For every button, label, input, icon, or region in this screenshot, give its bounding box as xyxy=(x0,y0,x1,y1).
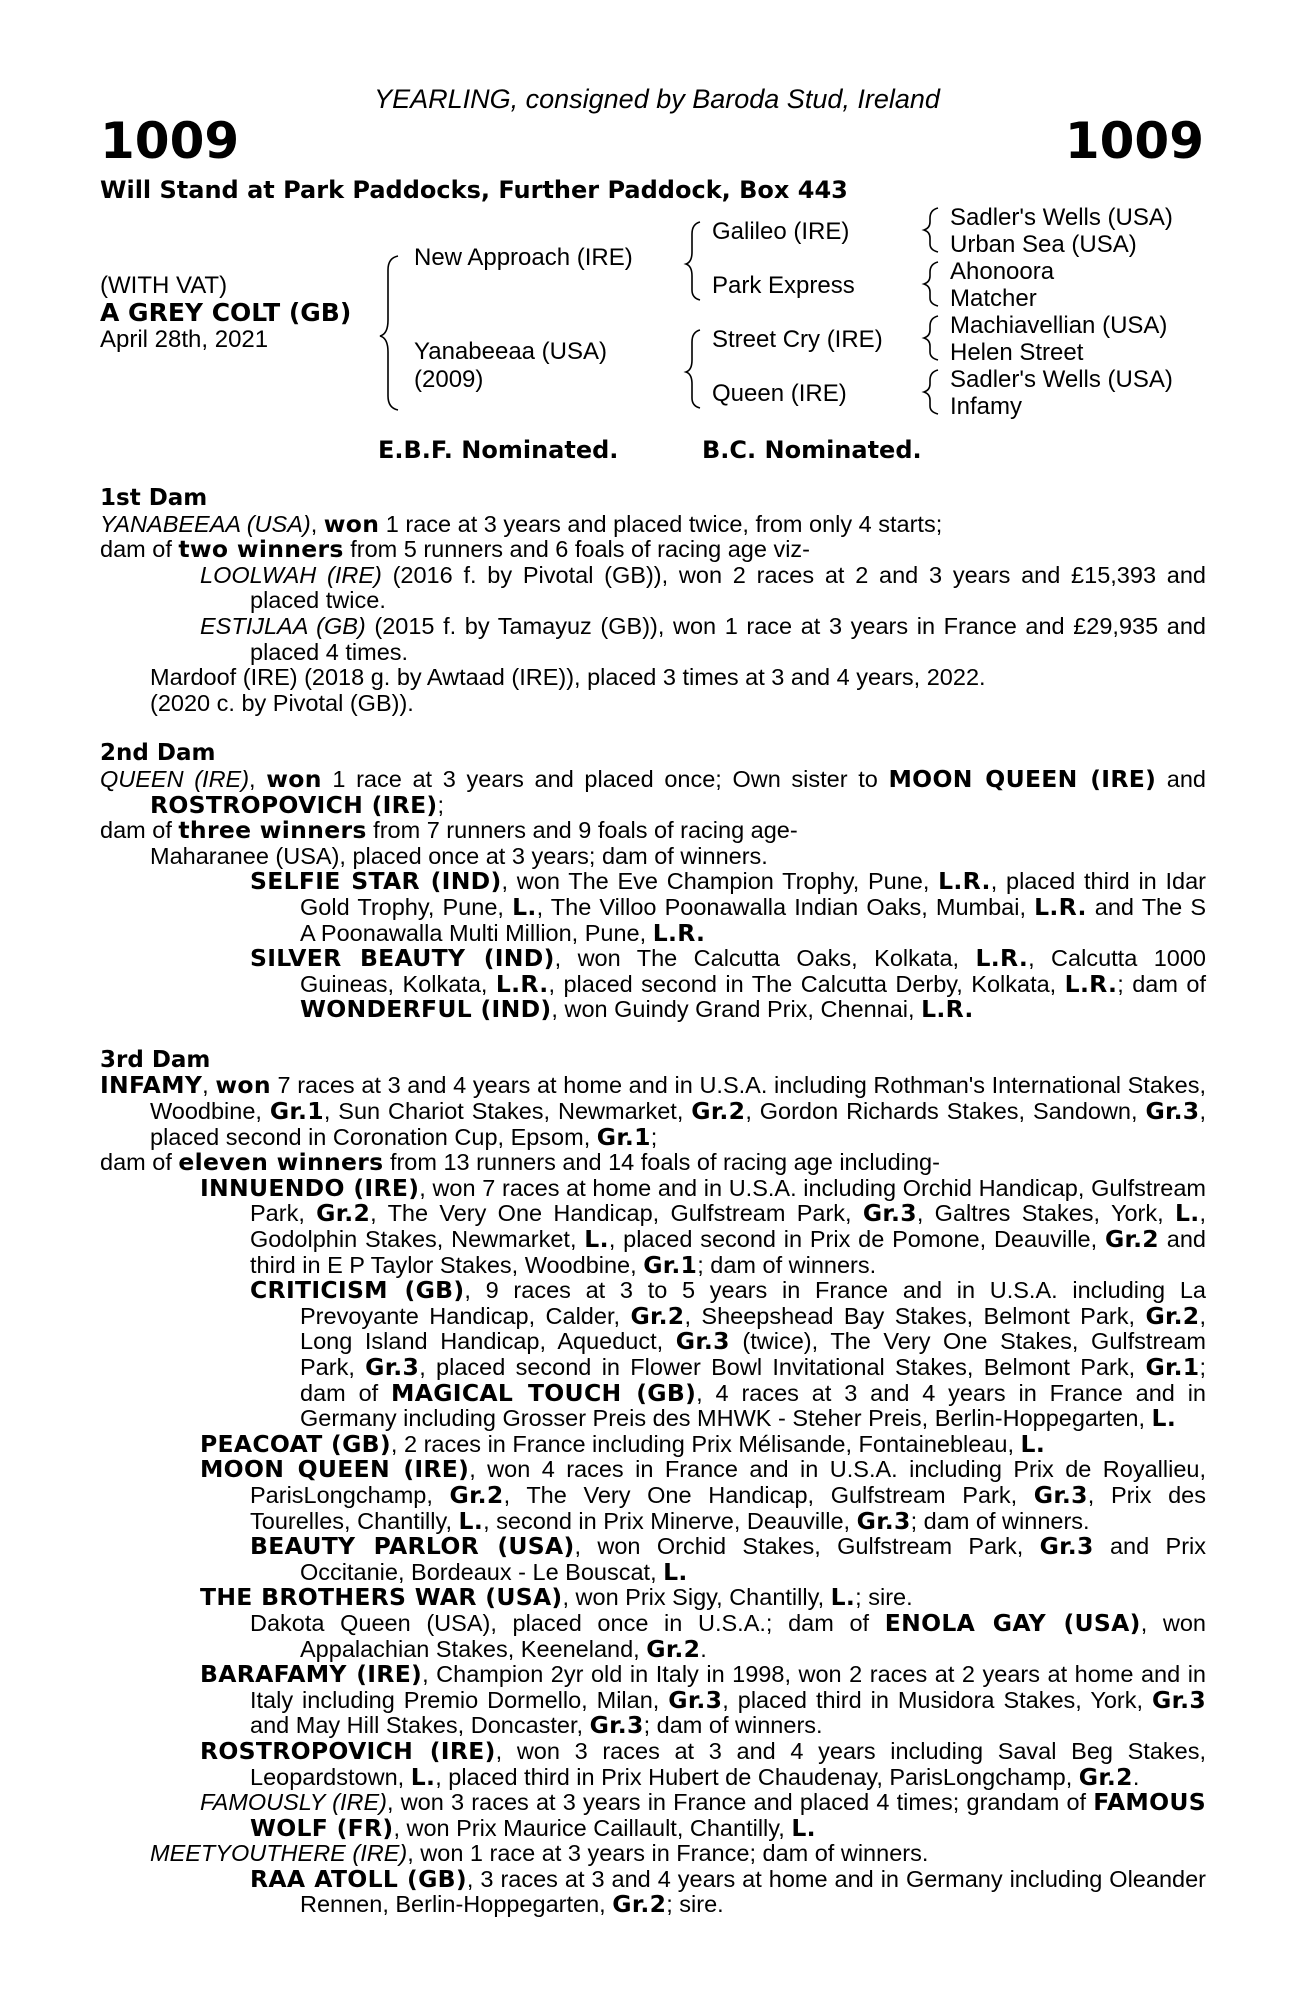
vat-note: (WITH VAT) xyxy=(100,272,228,299)
lot-number-left: 1009 xyxy=(100,112,240,170)
great-grandparent-8: Infamy xyxy=(950,393,1023,420)
produce-item: BARAFAMY (IRE), Champion 2yr old in Italy in 1998, won 2 races at 2 years at home and in Italy including Premio Dormello, Milan, Gr.3, placed third in Musidora Stakes, York, Gr.3 and May Hill Stakes, Doncaster, Gr.3; dam of winners. xyxy=(200,1660,1206,1740)
produce-item: Mardoof (IRE) (2018 g. by Awtaad (IRE)), placed 3 times at 3 and 4 years, 2022. xyxy=(150,664,986,691)
third-dam-summary: dam of eleven winners from 13 runners and 14 foals of racing age including- xyxy=(100,1148,940,1177)
dam-name: Yanabeeaa (USA) xyxy=(414,338,608,365)
great-grandparent-1: Sadler's Wells (USA) xyxy=(950,204,1173,231)
produce-item: INNUENDO (IRE), won 7 races at home and in U.S.A. including Orchid Handicap, Gulfstream Park, Gr.2, The Very One Handicap, Gulfstream Park, Gr.3, Galtres Stakes, York, L., Godolphin Stakes, Newmarket, L., placed second in Prix de Pomone, Deauville, Gr.2 and third in E P Taylor Stakes, Woodbine, Gr.1; dam of winners. xyxy=(200,1173,1206,1279)
consignor-line: YEARLING, consigned by Baroda Stud, Ireland xyxy=(374,84,940,114)
standing-location: Will Stand at Park Paddocks, Further Paddock, Box 443 xyxy=(100,176,848,204)
produce-item: MEETYOUTHERE (IRE), won 1 race at 3 years in France; dam of winners. xyxy=(150,1840,929,1867)
first-dam-entry: YANABEEAA (USA), won 1 race at 3 years and placed twice, from only 4 starts; xyxy=(100,509,943,538)
produce-item: PEACOAT (GB), 2 races in France including Prix Mélisande, Fontainebleau, L. xyxy=(200,1429,1046,1458)
great-grandparent-5: Machiavellian (USA) xyxy=(950,312,1168,339)
grandparent-4: Queen (IRE) xyxy=(712,380,847,407)
horse-dob: April 28th, 2021 xyxy=(100,326,269,353)
third-dam-heading: 3rd Dam xyxy=(100,1046,211,1073)
grandparent-1: Galileo (IRE) xyxy=(712,218,850,245)
horse-name: A GREY COLT (GB) xyxy=(100,298,352,327)
produce-item: ESTIJLAA (GB) (2015 f. by Tamayuz (GB)), won 1 race at 3 years in France and £29,935 and placed 4 times. xyxy=(200,612,1206,665)
produce-item: ROSTROPOVICH (IRE), won 3 races at 3 and 4 years including Saval Beg Stakes, Leopardstown, L., placed third in Prix Hubert de Chaudenay, ParisLongchamp, Gr.2. xyxy=(200,1736,1207,1791)
produce-item: RAA ATOLL (GB), 3 races at 3 and 4 years at home and in Germany including Oleander Rennen, Berlin-Hoppegarten, Gr.2; sire. xyxy=(250,1864,1206,1919)
grandparent-2: Park Express xyxy=(712,272,855,299)
ebf-nomination: E.B.F. Nominated. xyxy=(378,436,619,464)
produce-item: (2020 c. by Pivotal (GB)). xyxy=(150,689,414,716)
grandparent-3: Street Cry (IRE) xyxy=(712,326,883,353)
produce-item: FAMOUSLY (IRE), won 3 races at 3 years in France and placed 4 times; grandam of FAMOUS WOLF (FR), won Prix Maurice Caillault, Chantilly, L. xyxy=(200,1788,1206,1842)
produce-item: THE BROTHERS WAR (USA), won Prix Sigy, Chantilly, L.; sire. xyxy=(200,1583,913,1612)
produce-item: MOON QUEEN (IRE), won 4 races in France and in U.S.A. including Prix de Royallieu, ParisLongchamp, Gr.2, The Very One Handicap, Gulfstream Park, Gr.3, Prix des Tourelles, Chantilly, L., second in Prix Minerve, Deauville, Gr.3; dam of winners. xyxy=(200,1455,1206,1535)
first-dam-heading: 1st Dam xyxy=(100,485,208,511)
produce-item: SELFIE STAR (IND), won The Eve Champion Trophy, Pune, L.R., placed third in Idar Gold Trophy, Pune, L., The Villoo Poonawalla Indian Oaks, Mumbai, L.R. and The S A Poonawalla Multi Million, Pune, L.R. xyxy=(250,867,1207,947)
lot-number-right: 1009 xyxy=(1064,112,1204,170)
produce-record xyxy=(100,486,1206,1918)
first-dam-summary: dam of two winners from 5 runners and 6 foals of racing age viz- xyxy=(100,535,811,564)
bc-nomination: B.C. Nominated. xyxy=(702,436,922,464)
dam-year: (2009) xyxy=(414,366,484,393)
great-grandparent-2: Urban Sea (USA) xyxy=(950,231,1137,258)
great-grandparent-7: Sadler's Wells (USA) xyxy=(950,366,1173,393)
second-dam-heading: 2nd Dam xyxy=(100,740,216,767)
second-dam-summary: dam of three winners from 7 runners and 9 foals of racing age- xyxy=(100,816,798,845)
great-grandparent-3: Ahonoora xyxy=(950,258,1055,285)
produce-item: LOOLWAH (IRE) (2016 f. by Pivotal (GB)), won 2 races at 2 and 3 years and £15,393 and placed twice. xyxy=(200,561,1206,614)
produce-item: Dakota Queen (USA), placed once in U.S.A.; dam of ENOLA GAY (USA), won Appalachian Stakes, Keeneland, Gr.2. xyxy=(250,1608,1206,1663)
third-dam-entry: INFAMY, won 7 races at 3 and 4 years at home and in U.S.A. including Rothman's International Stakes, Woodbine, Gr.1, Sun Chariot Stakes, Newmarket, Gr.2, Gordon Richards Stakes, Sandown, Gr.3, placed second in Coronation Cup, Epsom, Gr.1; xyxy=(100,1071,1207,1151)
great-grandparent-6: Helen Street xyxy=(950,339,1084,366)
produce-item: BEAUTY PARLOR (USA), won Orchid Stakes, Gulfstream Park, Gr.3 and Prix Occitanie, Bordeaux - Le Bouscat, L. xyxy=(250,1532,1206,1586)
great-grandparent-4: Matcher xyxy=(950,285,1037,312)
produce-item: SILVER BEAUTY (IND), won The Calcutta Oaks, Kolkata, L.R., Calcutta 1000 Guineas, Kolkata, L.R., placed second in The Calcutta Derby, Kolkata, L.R.; dam of WONDERFUL (IND), won Guindy Grand Prix, Chennai, L.R. xyxy=(250,944,1206,1024)
produce-item: Maharanee (USA), placed once at 3 years; dam of winners. xyxy=(150,842,768,869)
sire-name: New Approach (IRE) xyxy=(414,244,633,271)
second-dam-entry: QUEEN (IRE), won 1 race at 3 years and placed once; Own sister to MOON QUEEN (IRE) and ROSTROPOVICH (IRE); xyxy=(100,764,1206,819)
produce-item: CRITICISM (GB), 9 races at 3 to 5 years in France and in U.S.A. including La Prevoyante Handicap, Calder, Gr.2, Sheepshead Bay Stakes, Belmont Park, Gr.2, Long Island Handicap, Aqueduct, Gr.3 (twice), The Very One Stakes, Gulfstream Park, Gr.3, placed second in Flower Bowl Invitational Stakes, Belmont Park, Gr.1; dam of MAGICAL TOUCH (GB), 4 races at 3 and 4 years in France and in Germany including Grosser Preis des MHWK - Steher Preis, Berlin-Hoppegarten, L. xyxy=(250,1276,1206,1433)
